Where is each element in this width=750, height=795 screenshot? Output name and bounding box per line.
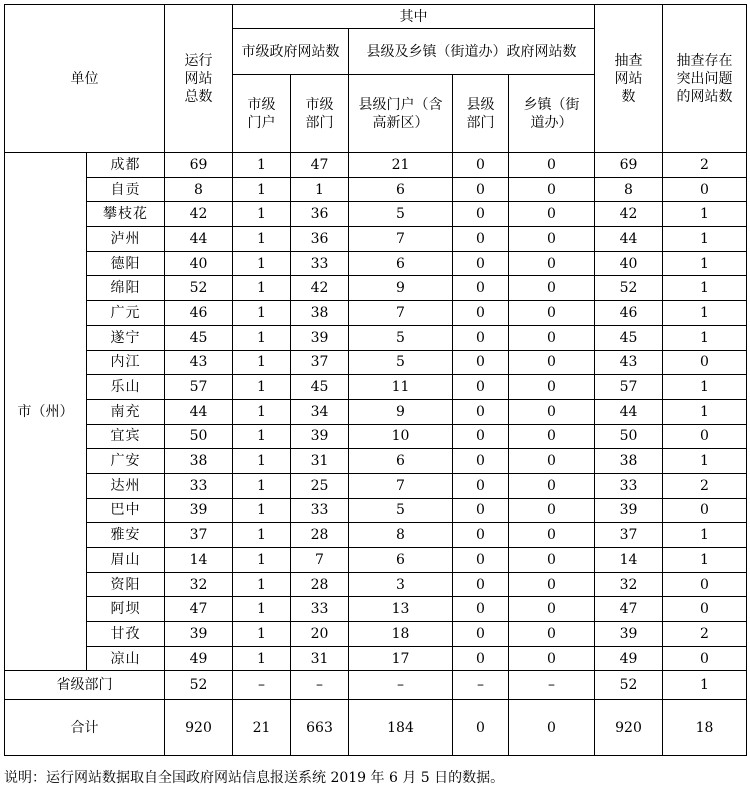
table-row [5,251,747,276]
table-row [5,449,747,474]
table-cell: 0 [453,227,509,252]
table-cell: 184 [349,700,453,756]
table-cell: – [349,671,453,700]
table-cell: 1 [233,276,291,301]
header-county-dept-text: 县级部门 [466,96,495,131]
row-name: 攀枝花 [87,202,165,227]
row-name: 绵阳 [87,276,165,301]
header-checked [595,5,663,153]
header-problem [663,5,747,153]
table-cell: 57 [595,375,663,400]
table-cell: 39 [165,622,233,647]
table-row [5,153,747,178]
row-name: 广安 [87,449,165,474]
table-cell: 0 [509,177,595,202]
table-cell: 33 [291,498,349,523]
table-cell: 39 [291,325,349,350]
header-city-gov [233,29,349,75]
table-cell: 6 [349,251,453,276]
row-name: 眉山 [87,548,165,573]
table-cell: 3 [349,572,453,597]
table-cell: 1 [663,227,747,252]
table-cell: 1 [233,646,291,671]
table-cell: 0 [509,276,595,301]
table-cell: 47 [291,153,349,178]
table-cell: 920 [595,700,663,756]
table-cell: 1 [233,153,291,178]
table-cell: 37 [291,350,349,375]
table-cell: 28 [291,523,349,548]
table-cell: 69 [595,153,663,178]
table-cell: 20 [291,622,349,647]
table-cell: 0 [453,399,509,424]
table-cell: 1 [233,375,291,400]
table-row [5,325,747,350]
table-cell: 50 [595,424,663,449]
table-cell: 46 [595,301,663,326]
table-row [5,498,747,523]
table-cell: 1 [663,399,747,424]
table-cell: 0 [509,473,595,498]
table-cell: 11 [349,375,453,400]
table-cell: 14 [165,548,233,573]
table-cell: 0 [509,700,595,756]
table-cell: 0 [509,325,595,350]
table-cell: 52 [165,671,233,700]
table-cell: 46 [165,301,233,326]
row-name: 阿坝 [87,597,165,622]
table-cell: 0 [453,350,509,375]
table-cell: 2 [663,473,747,498]
table-cell: 0 [509,572,595,597]
table-cell: 9 [349,276,453,301]
table-cell: 49 [595,646,663,671]
table-cell: 10 [349,424,453,449]
table-cell: 0 [509,399,595,424]
table-cell: 49 [165,646,233,671]
header-city-dept [291,75,349,153]
table-cell: 0 [509,424,595,449]
table-cell: 920 [165,700,233,756]
table-cell: – [291,671,349,700]
table-cell: 34 [291,399,349,424]
table-cell: 0 [453,449,509,474]
table-cell: 14 [595,548,663,573]
table-row [5,622,747,647]
table-cell: 0 [509,350,595,375]
table-cell: 57 [165,375,233,400]
table-cell: 8 [349,523,453,548]
table-cell: 1 [233,325,291,350]
table-cell: 1 [233,597,291,622]
table-cell: 1 [233,399,291,424]
table-cell: 0 [509,622,595,647]
table-cell: 1 [233,498,291,523]
header-town [509,75,595,153]
table-cell: 1 [663,202,747,227]
table-cell: 1 [663,523,747,548]
row-name: 资阳 [87,572,165,597]
table-cell: 1 [233,350,291,375]
table-cell: 7 [349,473,453,498]
table-row [5,301,747,326]
table-cell: 9 [349,399,453,424]
table-cell: 0 [453,700,509,756]
table-cell: 13 [349,597,453,622]
table-cell: 1 [233,202,291,227]
header-county-dept [453,75,509,153]
table-cell: 0 [509,251,595,276]
table-cell: 7 [349,227,453,252]
table-cell: 44 [165,399,233,424]
table-cell: 0 [453,325,509,350]
table-cell: 0 [453,622,509,647]
table-cell: 1 [233,177,291,202]
table-cell: 1 [233,424,291,449]
header-county-town-text: 县级及乡镇（街道办）政府网站数 [366,43,577,60]
table-cell: 0 [453,177,509,202]
table-cell: 33 [291,251,349,276]
table-cell: 5 [349,350,453,375]
table-row [5,399,747,424]
table-cell: 0 [453,523,509,548]
header-city-gov-text: 市级政府网站数 [241,43,340,60]
row-name: 达州 [87,473,165,498]
row-name: 巴中 [87,498,165,523]
table-cell: – [453,671,509,700]
table-cell: 37 [165,523,233,548]
table-cell: 0 [509,523,595,548]
table-row [5,548,747,573]
table-cell: 43 [595,350,663,375]
row-name: 雅安 [87,523,165,548]
table-cell: 0 [663,424,747,449]
table-cell: 1 [663,325,747,350]
table-cell: 33 [595,473,663,498]
table-cell: 52 [595,671,663,700]
table-cell: 44 [595,227,663,252]
row-name: 广元 [87,301,165,326]
table-cell: 45 [595,325,663,350]
header-county-portal-text: 县级门户（含高新区） [358,96,443,131]
table-cell: 0 [453,251,509,276]
table-cell: 1 [663,671,747,700]
table-cell: 0 [453,572,509,597]
table-row [5,276,747,301]
row-name: 凉山 [87,646,165,671]
table-cell: 1 [663,375,747,400]
table-cell: 21 [349,153,453,178]
table-cell: 1 [663,548,747,573]
row-name: 甘孜 [87,622,165,647]
table-cell: 1 [233,473,291,498]
table-row [5,227,747,252]
table-cell: 5 [349,498,453,523]
table-cell: 1 [291,177,349,202]
table-cell: 52 [165,276,233,301]
table-cell: 42 [595,202,663,227]
table-cell: 0 [509,227,595,252]
website-stats-table [4,4,747,756]
table-cell: 0 [509,301,595,326]
table-cell: 18 [349,622,453,647]
table-cell: 44 [165,227,233,252]
table-row [5,424,747,449]
table-cell: 0 [663,646,747,671]
table-cell: 1 [663,276,747,301]
table-cell: 0 [453,473,509,498]
table-cell: 8 [595,177,663,202]
table-cell: 50 [165,424,233,449]
table-cell: 18 [663,700,747,756]
row-name: 乐山 [87,375,165,400]
total-row [5,700,747,756]
table-cell: 0 [509,153,595,178]
table-cell: 28 [291,572,349,597]
table-cell: 42 [165,202,233,227]
table-cell: 6 [349,449,453,474]
table-cell: 0 [453,548,509,573]
table-cell: 0 [509,597,595,622]
table-cell: 39 [291,424,349,449]
header-unit: 单位 [5,5,165,153]
header-checked-text: 抽查网站数 [614,52,643,105]
table-cell: 1 [663,301,747,326]
row-name: 南充 [87,399,165,424]
table-row [5,177,747,202]
table-cell: 25 [291,473,349,498]
table-cell: 43 [165,350,233,375]
table-cell: 52 [595,276,663,301]
table-cell: 0 [663,597,747,622]
header-of-which: 其中 [233,5,595,29]
table-cell: 17 [349,646,453,671]
table-cell: 5 [349,202,453,227]
table-cell: 7 [349,301,453,326]
table-cell: 0 [453,202,509,227]
table-cell: 0 [663,498,747,523]
table-cell: 0 [663,572,747,597]
table-cell: 38 [595,449,663,474]
header-running-total-text: 运行网站总数 [184,52,213,105]
table-cell: 1 [663,449,747,474]
table-cell: 5 [349,325,453,350]
table-cell: 0 [453,498,509,523]
table-cell: 0 [509,202,595,227]
total-row-label: 合计 [5,700,165,756]
table-cell: 38 [165,449,233,474]
table-cell: 0 [453,646,509,671]
table-cell: 32 [595,572,663,597]
table-cell: 36 [291,227,349,252]
header-town-text: 乡镇（街道办） [523,96,580,131]
table-row [5,473,747,498]
table-cell: 663 [291,700,349,756]
table-row [5,202,747,227]
table-cell: 0 [453,424,509,449]
row-name: 遂宁 [87,325,165,350]
table-cell: 44 [595,399,663,424]
table-cell: 2 [663,622,747,647]
table-cell: 39 [595,498,663,523]
table-cell: 0 [509,548,595,573]
table-cell: 21 [233,700,291,756]
table-cell: 7 [291,548,349,573]
row-name: 自贡 [87,177,165,202]
header-running-total [165,5,233,153]
table-cell: 42 [291,276,349,301]
table-cell: 45 [291,375,349,400]
group-label-city: 市（州） [5,153,87,671]
table-cell: 40 [165,251,233,276]
table-cell: 0 [453,375,509,400]
table-cell: 38 [291,301,349,326]
header-county-portal [349,75,453,153]
table-cell: 69 [165,153,233,178]
header-county-town [349,29,595,75]
table-row [5,350,747,375]
table-cell: – [233,671,291,700]
table-row [5,646,747,671]
table-row [5,523,747,548]
table-cell: 1 [233,622,291,647]
table-cell: 45 [165,325,233,350]
row-name: 宜宾 [87,424,165,449]
table-cell: 1 [233,251,291,276]
table-cell: 36 [291,202,349,227]
table-cell: 0 [453,301,509,326]
table-cell: 1 [233,523,291,548]
table-row [5,572,747,597]
table-cell: 40 [595,251,663,276]
table-cell: 0 [509,498,595,523]
table-row [5,375,747,400]
footnote: 说明：运行网站数据取自全国政府网站信息报送系统 2019 年 6 月 5 日的数据。 [4,770,505,786]
table-cell: 0 [663,350,747,375]
header-city-portal [233,75,291,153]
row-name: 成都 [87,153,165,178]
table-cell: 8 [165,177,233,202]
table-cell: 2 [663,153,747,178]
table-cell: 1 [233,548,291,573]
row-name: 泸州 [87,227,165,252]
table-cell: 0 [453,597,509,622]
provincial-row-label: 省级部门 [5,671,165,700]
table-cell: 1 [233,227,291,252]
row-name: 内江 [87,350,165,375]
table-cell: – [509,671,595,700]
table-cell: 0 [509,646,595,671]
table-row [5,597,747,622]
table-cell: 32 [165,572,233,597]
table-cell: 0 [509,449,595,474]
table-cell: 31 [291,449,349,474]
table-cell: 0 [509,375,595,400]
table-cell: 47 [165,597,233,622]
table-cell: 1 [233,572,291,597]
table-cell: 1 [233,301,291,326]
table-cell: 1 [663,251,747,276]
table-cell: 33 [291,597,349,622]
header-city-portal-text: 市级门户 [247,96,276,131]
table-cell: 47 [595,597,663,622]
table-cell: 33 [165,473,233,498]
row-name: 德阳 [87,251,165,276]
table-cell: 0 [453,276,509,301]
table-cell: 6 [349,177,453,202]
header-city-dept-text: 市级部门 [305,96,334,131]
table-cell: 1 [233,449,291,474]
table-cell: 37 [595,523,663,548]
table-cell: 6 [349,548,453,573]
table-cell: 39 [595,622,663,647]
table-cell: 0 [453,153,509,178]
header-problem-text: 抽查存在突出问题的网站数 [676,52,733,105]
table-cell: 31 [291,646,349,671]
provincial-row [5,671,747,700]
table-cell: 39 [165,498,233,523]
table-cell: 0 [663,177,747,202]
